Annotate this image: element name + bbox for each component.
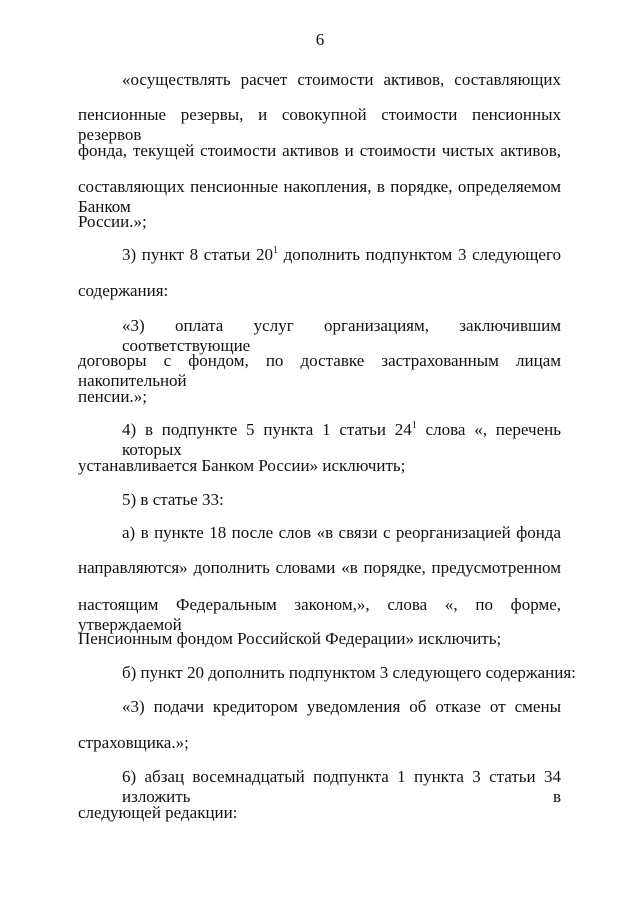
text-line: «3) оплата услуг организациям, заключившим соответствующие [122, 316, 561, 355]
text-line: 5) в статье 33: [122, 490, 224, 509]
text-line: Пенсионным фондом Российской Федерации» исключить; [78, 629, 502, 648]
text-line: составляющих пенсионные накопления, в порядке, определяемом Банком [78, 177, 561, 216]
line-text: 3) пункт 8 статьи 20 [122, 245, 273, 264]
text-line: пенсии.»; [78, 387, 147, 406]
text-line [122, 420, 561, 459]
line-text: слова «, перечень которых [122, 420, 561, 459]
text-line: «3) подачи кредитором уведомления об отказе от смены [122, 697, 561, 716]
text-line: пенсионные резервы, и совокупной стоимости пенсионных резервов [78, 105, 561, 144]
line-text: дополнить подпунктом 3 следующего [278, 245, 561, 264]
line-text: 4) в подпункте 5 пункта 1 статьи 24 [122, 420, 412, 439]
text-line [122, 245, 561, 265]
text-line: 6) абзац восемнадцатый подпункта 1 пункта 3 статьи 34 изложить в [122, 767, 561, 806]
text-line: страховщика.»; [78, 733, 189, 752]
text-line: следующей редакции: [78, 803, 238, 822]
text-line: б) пункт 20 дополнить подпунктом 3 следующего содержания: [122, 663, 576, 682]
text-line: договоры с фондом, по доставке застрахованным лицам накопительной [78, 351, 561, 390]
text-line: а) в пункте 18 после слов «в связи с реорганизацией фонда [122, 523, 561, 542]
text-line: настоящим Федеральным законом,», слова «, по форме, утверждаемой [78, 595, 561, 634]
text-line: содержания: [78, 281, 169, 300]
text-line: устанавливается Банком России» исключить; [78, 456, 406, 475]
text-line: направляются» дополнить словами «в порядке, предусмотренном [78, 558, 561, 577]
superscript: 1 [411, 420, 417, 431]
text-line: фонда, текущей стоимости активов и стоимости чистых активов, [78, 141, 561, 160]
superscript: 1 [273, 245, 278, 256]
text-line: «осуществлять расчет стоимости активов, составляющих [122, 70, 561, 89]
page-number: 6 [315, 30, 325, 49]
text-line: России.»; [78, 212, 147, 231]
